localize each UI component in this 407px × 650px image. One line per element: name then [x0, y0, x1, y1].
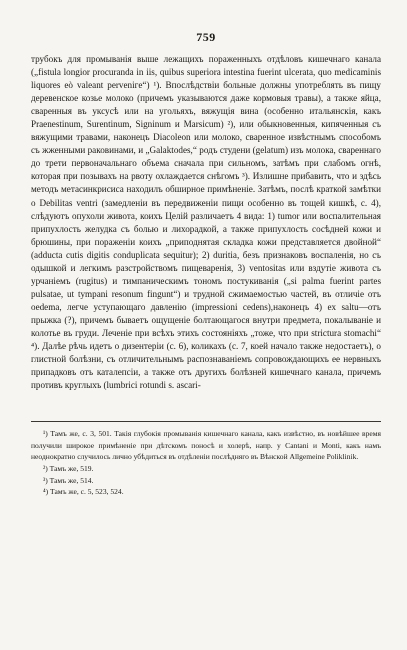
footnote-divider: [31, 421, 381, 422]
footnote-3: ³) Тамъ же, 514.: [43, 475, 94, 485]
footnote-2: ²) Тамъ же, 519.: [43, 464, 94, 473]
footnote-1: ¹) Тамъ же, с. 3, 501. Такія глубокія промыванія кишечнаго канала, какъ извѣстно, въ новѣйшее время получили широкое примѣненіе при дѣтскомъ поносѣ и холерѣ, напр. у Cantani и Monti, какъ намъ неоднократно случилось лично убѣдиться въ отдѣленіи послѣдняго въ Вѣнской Allgemeine Poliklinik.: [31, 429, 381, 462]
body-paragraph: трубокъ для промыванія выше лежащихъ пораженныхъ отдѣловъ кишечнаго канала („fistula longior procuranda in iis, quibus superiora intestina fuerint ulcerata, quo medicaminis liquores eò valeant perveniгe“) ¹). Впослѣдствіи больные должны употреблять въ пищу деревенское козье молоко (причемъ указываются даже кормовыя травы), а также яйца, сваренныя въ уксусѣ или на угольяхъ, вяжущія вина (особенно итальянскія, какъ Praenestinum, Surentinum, Signinum и Marsicum) ²), или обыкновенныя, кипяченныя съ вяжущими травами, наконецъ Diacoleon или молоко, сваренное извѣстнымъ способомъ съ жженными раковинами, и „Galaktodes,“ родъ студени (gelatum) изъ молока, свареннаго до трети первоначальнаго объема сначала при сильномъ, затѣмъ при слабомъ огнѣ, которая при позывахъ на рвоту охлаждается снѣгомъ ³). Излишне прибавить, что и здѣсь методъ метасинкрисиса находилъ обширное примѣненіе. Затѣмъ, послѣ краткой замѣтки о Debilitas ventri (замедленіи въ передвиженіи пищи особенно въ тощей кишкѣ, с. 4), слѣдуютъ опухоли живота, коихъ Целій различаетъ 4 вида: 1) tumor или воспалительная припухлость желудка съ болью и лихорадкой, а также припухлость сосѣдней кожи и брюшины, при пораженіи коихъ „приподнятая складка кожи представляется двойной“ (adducta cutis digitis conduplicata sequitur); 2) duritia, безъ признаковъ воспаленія, но съ одышкой и легкимъ разстройствомъ пищеваренія, 3) ventositas или вздутіе живота съ урчаніемъ (rugitus) и тимпаническимъ тономъ постукиванія („si palma fuerint partes pulsatae, ut tympani resonum fingunt“) и трудной сжимаемостью частей, въ отличіе отъ oedema, легче уступающаго давленію (impressioni cedens),наконецъ 4) ex saltu—отъ прыжка (?), причемъ бываетъ ощущеніе болтающагося внутри предмета, покалываніе и колотье въ груди. Леченіе при всѣхъ этихъ состояніяхъ „тоже, что при strictura stomachi“ ⁴). Далѣе рѣчь идетъ о дизентеріи (с. 6), коликахъ (с. 7, коей начало также недостаетъ), о глистной болѣзни, съ отличительнымъ распознаваніемъ сопровождающихъ ее нервныхъ припадковъ отъ каталепсіи, а также отъ другихъ болѣзней кишечнаго канала, причемъ противъ круглыхъ (lumbrici rotundi s. ascari-: [31, 54, 381, 391]
footnote-4: ⁴) Тамъ же, с. 5, 523, 524.: [43, 487, 124, 497]
page-number: 759: [196, 30, 216, 44]
main-text: [31, 53, 381, 392]
footnotes: [31, 428, 381, 498]
